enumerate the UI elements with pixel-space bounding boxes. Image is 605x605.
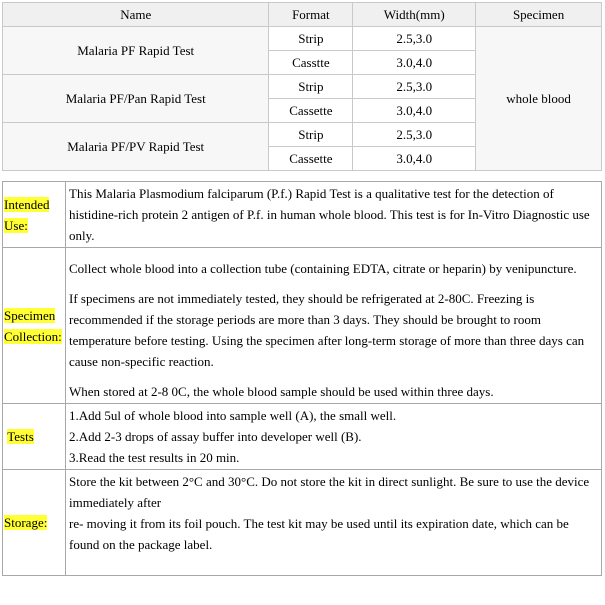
width-cell: 3.0,4.0 [353,147,476,171]
storage-before-test-paragraph: If specimens are not immediately tested, they should be refrigerated at 2-80C. Freezing is recommended if the storage periods are more than 3 days. They should be brought to room temperature before testing. Using the specimen after long-term storage of more than three days can cause non-specific reaction. [69,291,585,369]
specimen-collection-row [3,248,602,404]
tests-text [66,404,602,470]
stored-sample-paragraph: When stored at 2-8 0C, the whole blood sample should be used within three days. [69,384,494,399]
specimen-collection-text [66,248,602,404]
format-cell: Strip [269,27,353,51]
width-cell: 3.0,4.0 [353,51,476,75]
test-step: 2.Add 2-3 drops of assay buffer into developer well (B). [69,429,362,444]
storage-line: re- moving it from its foil pouch. The test kit may be used until its expiration date, which can be found on the package label. [69,516,569,552]
width-cell: 3.0,4.0 [353,99,476,123]
format-cell: Strip [269,75,353,99]
width-cell: 2.5,3.0 [353,27,476,51]
test-step: 3.Read the test results in 20 min. [69,450,240,465]
spec-header-row [3,3,602,27]
collection-paragraph: Collect whole blood into a collection tube (containing EDTA, citrate or heparin) by venipuncture. [69,261,577,276]
format-cell: Strip [269,123,353,147]
width-cell: 2.5,3.0 [353,75,476,99]
intended-use-label: Intended Use: [3,182,66,248]
storage-row [3,470,602,576]
product-name: Malaria PF/Pan Rapid Test [3,75,269,123]
specimen-collection-label: Specimen Collection: [3,248,66,404]
product-name: Malaria PF/PV Rapid Test [3,123,269,171]
format-cell: Casstte [269,51,353,75]
product-name: Malaria PF Rapid Test [3,27,269,75]
storage-line: Store the kit between 2°C and 30°C. Do not store the kit in direct sunlight. Be sure to use the device immediately after [69,474,590,510]
intended-use-text: This Malaria Plasmodium falciparum (P.f.) Rapid Test is a qualitative test for the detection of histidine-rich protein 2 antigen of P.f. in human whole blood. This test is for In-Vitro Diagnostic use only. [66,182,602,248]
header-name: Name [3,3,269,27]
header-specimen: Specimen [476,3,602,27]
tests-row [3,404,602,470]
storage-label: Storage: [3,470,66,576]
width-cell: 2.5,3.0 [353,123,476,147]
header-format: Format [269,3,353,27]
product-spec-table [2,2,602,171]
tests-label: Tests [3,404,66,470]
storage-text [66,470,602,576]
format-cell: Cassette [269,99,353,123]
header-width: Width(mm) [353,3,476,27]
product-info-table [2,181,602,576]
specimen-cell: whole blood [476,27,602,171]
table-row [3,27,602,51]
test-step: 1.Add 5ul of whole blood into sample well (A), the small well. [69,408,397,423]
format-cell: Cassette [269,147,353,171]
intended-use-row [3,182,602,248]
